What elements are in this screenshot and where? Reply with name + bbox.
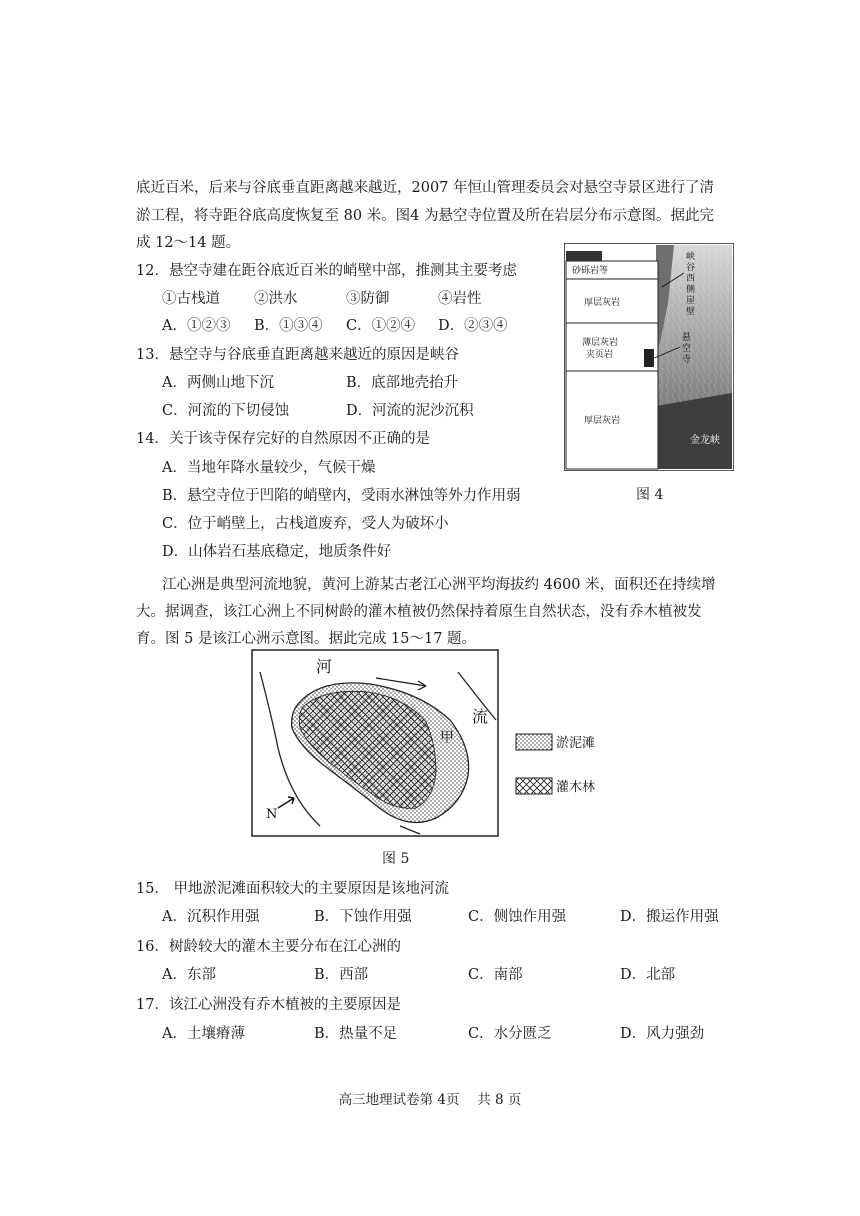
fig5-label-jia: 甲	[440, 730, 454, 746]
q14-stem: 14．关于该寺保存完好的自然原因不正确的是	[136, 431, 430, 447]
svg-text:寺: 寺	[682, 355, 692, 365]
page-footer: 高三地理试卷第 4页 共 8 页	[338, 1092, 522, 1108]
figure-4-rock-layers	[564, 243, 734, 471]
q15-option-a: A．沉积作用强	[162, 909, 260, 925]
q16-stem: 16．树龄较大的灌木主要分布在江心洲的	[136, 939, 401, 955]
intro2-line3: 育。图 5 是该江心洲示意图。据此完成 15～17 题。	[136, 631, 477, 647]
svg-text:侧: 侧	[686, 285, 696, 295]
q17-option-c: C．水分匮乏	[468, 1026, 552, 1042]
q15-option-c: C．侧蚀作用强	[468, 909, 567, 925]
svg-text:壁: 壁	[686, 307, 696, 317]
intro1-line3: 成 12～14 题。	[136, 235, 241, 251]
svg-text:西: 西	[686, 274, 696, 284]
q12-item-2: ②洪水	[254, 291, 298, 307]
figure-4-caption: 图 4	[636, 487, 664, 503]
svg-text:空: 空	[682, 344, 692, 354]
q12-option-d: D．②③④	[438, 318, 508, 334]
legend-shrub-label: 灌木林	[556, 780, 596, 795]
intro2-line1: 江心洲是典型河流地貌，黄河上游某古老江心洲平均海拔约 4600 米，面积还在持续增	[162, 577, 716, 593]
q15-option-b: B．下蚀作用强	[314, 909, 412, 925]
q16-option-d: D．北部	[620, 967, 676, 983]
q16-option-a: A．东部	[162, 967, 216, 983]
q14-option-d: D．山体岩石基底稳定，地质条件好	[162, 544, 392, 560]
svg-text:峡: 峡	[686, 252, 696, 262]
q15-stem: 15． 甲地淤泥滩面积较大的主要原因是该地河流	[136, 881, 450, 897]
q12-item-1: ①古栈道	[162, 291, 220, 307]
q17-option-b: B．热量不足	[314, 1026, 398, 1042]
fig4-layer-2: 厚层灰岩	[584, 298, 621, 308]
q13-option-d: D．河流的泥沙沉积	[346, 403, 474, 419]
fig4-temple-label	[682, 331, 692, 365]
q12-option-c: C．①②④	[346, 318, 416, 334]
q17-option-d: D．风力强劲	[620, 1026, 705, 1042]
q16-option-c: C．南部	[468, 967, 523, 983]
fig5-label-liu: 流	[472, 707, 489, 726]
q12-option-a: A．①②③	[162, 318, 231, 334]
q15-option-d: D．搬运作用强	[620, 909, 719, 925]
fig4-gorge-label: 金龙峡	[690, 435, 720, 446]
q13-option-a: A．两侧山地下沉	[162, 375, 274, 391]
svg-text:悬: 悬	[682, 333, 692, 343]
q12-option-b: B．①③④	[254, 318, 323, 334]
fig5-label-n: N	[266, 807, 278, 822]
q13-option-b: B．底部地壳抬升	[346, 375, 459, 391]
svg-text:谷: 谷	[686, 263, 696, 273]
q13-stem: 13．悬空寺与谷底垂直距离越来越近的原因是峡谷	[136, 347, 459, 363]
q14-option-b: B．悬空寺位于凹陷的峭壁内，受雨水淋蚀等外力作用弱	[162, 488, 521, 504]
intro1-line2: 淤工程，将寺距谷底高度恢复至 80 米。图4 为悬空寺位置及所在岩层分布示意图。据此完	[136, 208, 714, 224]
fig4-layer-3b: 夹页岩	[586, 350, 614, 360]
q12-stem: 12．悬空寺建在距谷底近百米的峭壁中部，推测其主要考虑	[136, 263, 517, 279]
figure-5-island-map	[250, 648, 620, 838]
fig5-label-he: 河	[316, 657, 333, 676]
q13-option-c: C．河流的下切侵蚀	[162, 403, 290, 419]
legend-silt-label: 淤泥滩	[556, 736, 596, 751]
q12-item-4: ④岩性	[438, 291, 482, 307]
intro2-line2: 大。据调查，该江心洲上不同树龄的灌木植被仍然保持着原生自然状态，没有乔木植被发	[136, 604, 702, 620]
fig4-wall-label	[686, 250, 695, 317]
fig4-layer-1: 砂砾岩等	[572, 266, 609, 276]
q17-stem: 17．该江心洲没有乔木植被的主要原因是	[136, 997, 401, 1013]
q14-option-a: A．当地年降水量较少，气候干燥	[162, 460, 376, 476]
svg-text:崖: 崖	[686, 296, 696, 306]
figure-5-caption: 图 5	[382, 851, 410, 867]
intro1-line1: 底近百米，后来与谷底垂直距离越来越近，2007 年恒山管理委员会对悬空寺景区进行了清	[136, 180, 715, 196]
fig4-layer-4: 厚层灰岩	[584, 416, 621, 426]
fig4-layer-3a: 薄层灰岩	[582, 338, 619, 348]
q16-option-b: B．西部	[314, 967, 369, 983]
q17-option-a: A．土壤瘠薄	[162, 1026, 245, 1042]
q14-option-c: C．位于峭壁上，古栈道废弃，受人为破坏小	[162, 516, 449, 532]
q12-item-3: ③防御	[346, 291, 390, 307]
